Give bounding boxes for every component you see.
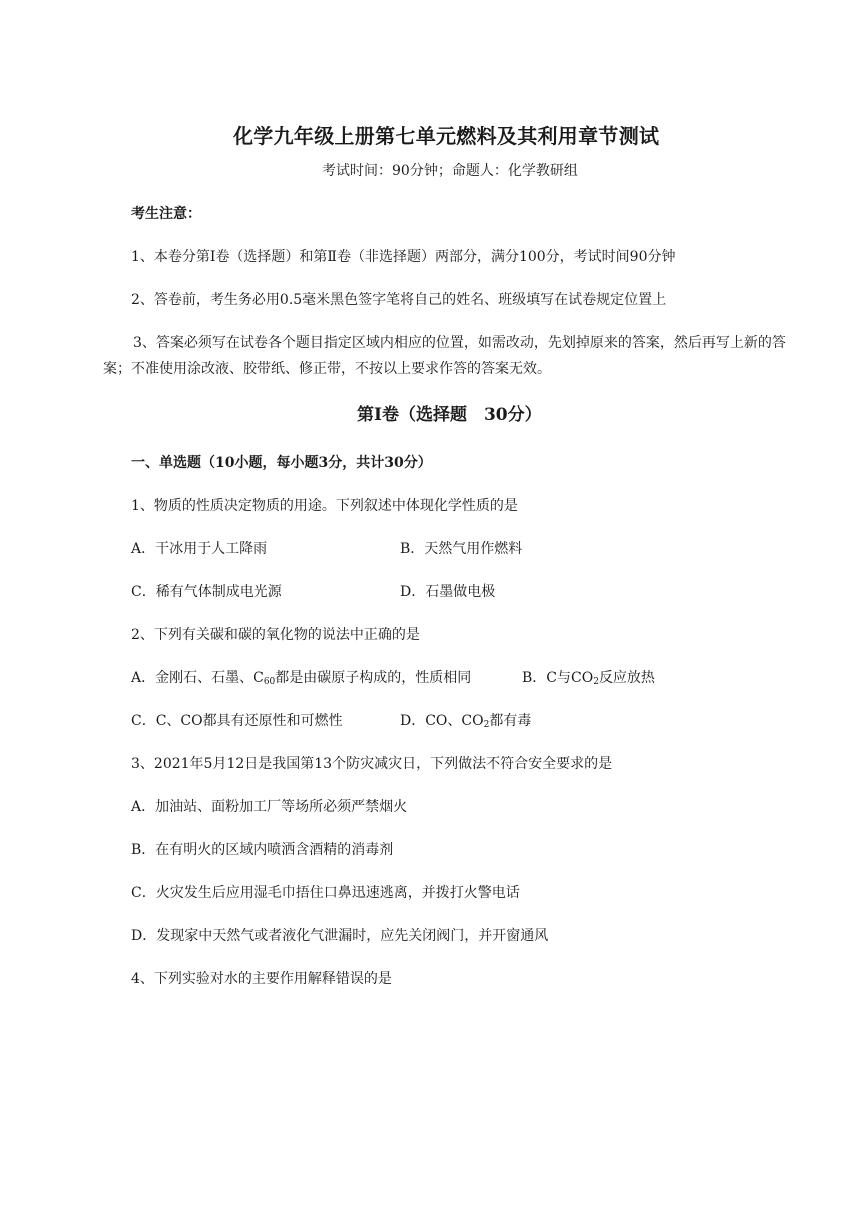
question-1-option-d: D．石墨做电极 bbox=[400, 584, 496, 600]
notice-heading: 考生注意： bbox=[131, 206, 201, 222]
option-a-text-post: 都是由碳原子构成的，性质相同 bbox=[275, 670, 472, 686]
subscript-2: 2 bbox=[593, 677, 599, 687]
question-2-option-c: C．C、CO都具有还原性和可燃性 bbox=[131, 713, 343, 729]
question-1-stem: 1、物质的性质决定物质的用途。下列叙述中体现化学性质的是 bbox=[131, 498, 518, 514]
notice-item-1: 1、本卷分第Ⅰ卷（选择题）和第Ⅱ卷（非选择题）两部分，满分100分，考试时间90分钟 bbox=[131, 249, 676, 265]
option-a-text-pre: A．金刚石、石墨、C bbox=[131, 670, 264, 686]
question-2-option-a bbox=[131, 668, 471, 688]
question-2-option-d bbox=[400, 711, 531, 731]
page-title: 化学九年级上册第七单元燃料及其利用章节测试 bbox=[233, 124, 660, 148]
subscript-60: 60 bbox=[263, 677, 276, 687]
question-2-option-b bbox=[522, 668, 655, 688]
question-3-option-a: A．加油站、面粉加工厂等场所必须严禁烟火 bbox=[131, 799, 408, 815]
notice-item-3: 3、答案必须写在试卷各个题目指定区域内相应的位置，如需改动，先划掉原来的答案，然后再写上新的答案；不准使用涂改液、胶带纸、修正带，不按以上要求作答的答案无效。 bbox=[103, 335, 786, 377]
part-heading: 一、单选题（10小题，每小题3分，共计30分） bbox=[131, 455, 432, 471]
exam-info: 考试时间：90分钟；命题人：化学教研组 bbox=[322, 163, 578, 179]
section-title: 第Ⅰ卷（选择题 30分） bbox=[357, 405, 542, 425]
question-1-option-b: B．天然气用作燃料 bbox=[400, 541, 523, 557]
notice-item-2: 2、答卷前，考生务必用0.5毫米黑色签字笔将自己的姓名、班级填写在试卷规定位置上 bbox=[131, 292, 667, 308]
option-b-text-post: 反应放热 bbox=[598, 670, 655, 686]
question-4-stem: 4、下列实验对水的主要作用解释错误的是 bbox=[131, 971, 392, 987]
option-d-text-pre: D．CO、CO bbox=[400, 713, 484, 729]
question-2-stem: 2、下列有关碳和碳的氧化物的说法中正确的是 bbox=[131, 627, 420, 643]
question-3-option-b: B．在有明火的区域内喷洒含酒精的消毒剂 bbox=[131, 842, 394, 858]
option-d-text-post: 都有毒 bbox=[489, 713, 532, 729]
question-3-option-d: D．发现家中天然气或者液化气泄漏时，应先关闭阀门，并开窗通风 bbox=[131, 928, 549, 944]
question-1-option-a: A．干冰用于人工降雨 bbox=[131, 541, 268, 557]
question-1-option-c: C．稀有气体制成电光源 bbox=[131, 584, 282, 600]
question-3-stem: 3、2021年5月12日是我国第13个防灾减灾日，下列做法不符合安全要求的是 bbox=[131, 756, 613, 772]
option-b-text-pre: B．C与CO bbox=[522, 670, 594, 686]
subscript-2: 2 bbox=[483, 720, 490, 730]
question-3-option-c: C．火灾发生后应用湿毛巾捂住口鼻迅速逃离，并拨打火警电话 bbox=[131, 885, 520, 901]
